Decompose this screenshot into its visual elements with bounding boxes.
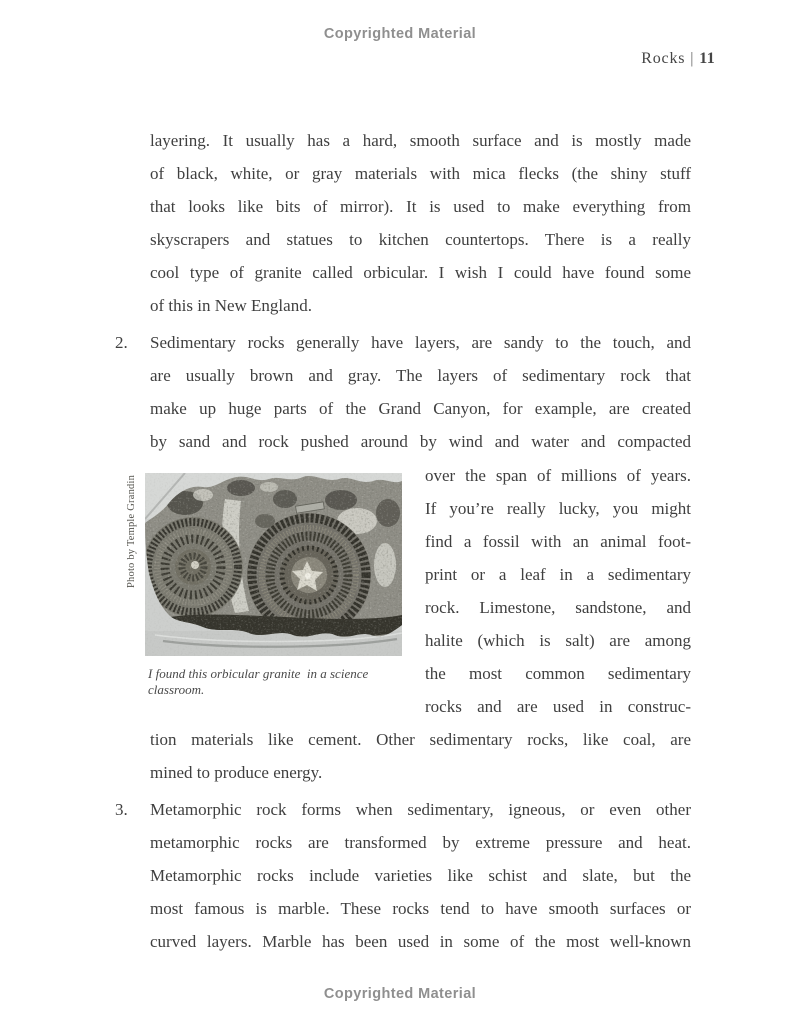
text-line: that looks like bits of mirror). It is used to make everything from [150,197,691,216]
caption-line: classroom. [148,681,205,697]
running-header [641,50,715,68]
text-line: make up huge parts of the Grand Canyon, for example, are created [150,399,691,418]
text-line: of black, white, or gray materials with mica flecks (the shiny stuff [150,164,691,183]
text-line: curved layers. Marble has been used in some of the most well-known [150,932,691,951]
header-divider: | [690,50,695,67]
copyright-notice-bottom: Copyrighted Material [323,986,477,1002]
photo-credit: Photo by Temple Grandin [126,474,137,588]
copyright-notice-top: Copyrighted Material [323,26,477,42]
text-line: of this in New England. [150,296,312,315]
text-line: layering. It usually has a hard, smooth surface and is mostly made [150,131,691,150]
page-number: 11 [699,50,715,67]
text-line: print or a leaf in a sedimentary [425,565,691,584]
text-line: metamorphic rocks are transformed by extreme pressure and heat. [150,833,691,852]
paragraph-item2 [115,326,691,458]
list-number-3: 3. [115,800,128,819]
paragraph-item2-below-photo [150,723,691,789]
text-line: find a fossil with an animal foot- [425,532,691,551]
text-line: by sand and rock pushed around by wind and water and compacted [150,432,691,451]
text-line: Metamorphic rock forms when sedimentary, igneous, or even other [150,800,691,819]
text-line: most famous is marble. These rocks tend to have smooth surfaces or [150,899,691,918]
text-line: the most common sedimentary [425,664,691,683]
paragraph-item2-beside-photo [425,459,691,723]
paragraph-item1-continued [150,124,691,322]
paragraph-item3 [115,793,691,958]
text-line: rocks and are used in construc- [425,697,691,716]
text-line: If you’re really lucky, you might [425,499,691,518]
text-line: tion materials like cement. Other sedimentary rocks, like coal, are [150,730,691,749]
text-line: cool type of granite called orbicular. I wish I could have found some [150,263,691,282]
text-line: mined to produce energy. [150,763,323,782]
orbicular-granite-photo [145,473,402,656]
text-line: rock. Limestone, sandstone, and [425,598,691,617]
chapter-title: Rocks [641,50,686,67]
list-number-2: 2. [115,333,128,352]
text-line: over the span of millions of years. [425,466,691,485]
text-line: Metamorphic rocks include varieties like schist and slate, but the [150,866,691,885]
text-line: skyscrapers and statues to kitchen countertops. There is a really [150,230,691,249]
caption-line: I found this orbicular granite in a science [148,666,369,681]
text-line: Sedimentary rocks generally have layers, are sandy to the touch, and [150,333,691,352]
figure-caption [148,666,448,697]
text-line: are usually brown and gray. The layers of sedimentary rock that [150,366,691,385]
text-line: halite (which is salt) are among [425,631,691,650]
